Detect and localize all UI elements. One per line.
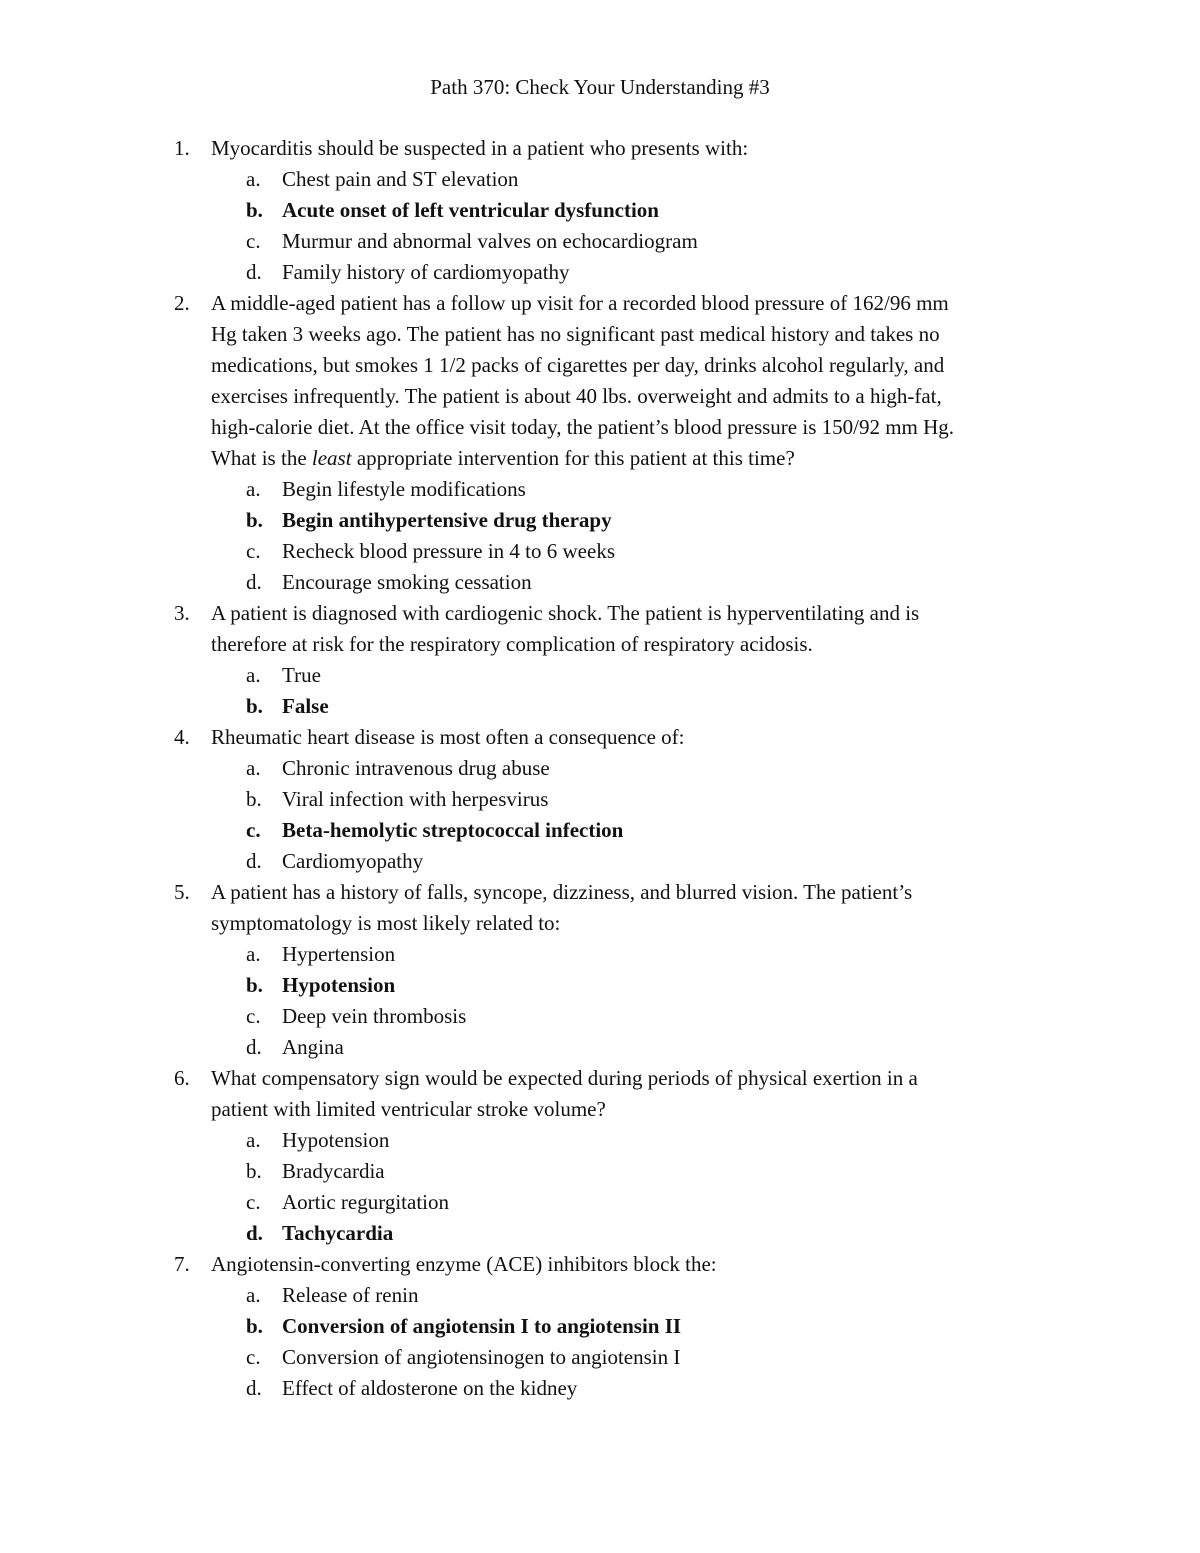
question-stem-line: [0, 133, 1200, 164]
option-letter: d.: [246, 1376, 262, 1400]
question-number: 5.: [174, 880, 190, 904]
option-text: True: [282, 663, 321, 687]
answer-option: [0, 784, 1200, 815]
answer-option: [0, 1125, 1200, 1156]
question-text: patient with limited ventricular stroke volume?: [211, 1097, 606, 1121]
question-stem-line: [0, 598, 1200, 629]
question-2: [0, 288, 1200, 598]
question-text: A patient has a history of falls, syncope, dizziness, and blurred vision. The patient’s: [211, 880, 913, 904]
answer-option: [0, 474, 1200, 505]
option-letter: b.: [246, 508, 263, 532]
option-letter: c.: [246, 1345, 261, 1369]
answer-option: [0, 164, 1200, 195]
question-text-segment: appropriate intervention for this patient at this time?: [351, 446, 795, 470]
answer-option: [0, 1342, 1200, 1373]
answer-option-correct: [0, 970, 1200, 1001]
option-text: Murmur and abnormal valves on echocardiogram: [282, 229, 698, 253]
question-number: 4.: [174, 725, 190, 749]
option-text: False: [282, 694, 329, 718]
question-stem-continuation: [0, 1094, 1200, 1125]
option-text: Tachycardia: [282, 1221, 394, 1245]
option-letter: b.: [246, 787, 262, 811]
answer-option: [0, 660, 1200, 691]
question-stem-line: [0, 288, 1200, 319]
answer-option: [0, 1187, 1200, 1218]
option-letter: a.: [246, 942, 261, 966]
answer-option: [0, 1373, 1200, 1404]
option-letter: c.: [246, 1190, 261, 1214]
option-text: Release of renin: [282, 1283, 419, 1307]
option-text: Family history of cardiomyopathy: [282, 260, 570, 284]
question-text: Hg taken 3 weeks ago. The patient has no significant past medical history and takes no: [211, 322, 940, 346]
question-stem-continuation: [0, 412, 1200, 443]
answer-option-correct: [0, 691, 1200, 722]
answer-option: [0, 536, 1200, 567]
option-letter: c.: [246, 539, 261, 563]
question-stem-continuation: [0, 319, 1200, 350]
question-number: 6.: [174, 1066, 190, 1090]
answer-option: [0, 846, 1200, 877]
answer-option: [0, 257, 1200, 288]
question-text: A middle-aged patient has a follow up visit for a recorded blood pressure of 162/96 mm: [211, 291, 949, 315]
question-6: [0, 1063, 1200, 1249]
option-letter: a.: [246, 477, 261, 501]
question-5: [0, 877, 1200, 1063]
question-4: [0, 722, 1200, 877]
question-number: 7.: [174, 1252, 190, 1276]
answer-option: [0, 939, 1200, 970]
answer-option: [0, 226, 1200, 257]
option-text: Deep vein thrombosis: [282, 1004, 467, 1028]
option-text: Chest pain and ST elevation: [282, 167, 519, 191]
option-letter: d.: [246, 570, 262, 594]
question-1: [0, 133, 1200, 288]
option-letter: a.: [246, 1128, 261, 1152]
question-stem-line: [0, 877, 1200, 908]
answer-option: [0, 567, 1200, 598]
question-stem-line: [0, 1249, 1200, 1280]
question-text: Rheumatic heart disease is most often a consequence of:: [211, 725, 685, 749]
question-text-segment: What is the: [211, 446, 312, 470]
answer-option-correct: [0, 1311, 1200, 1342]
answer-option: [0, 1156, 1200, 1187]
option-text: Bradycardia: [282, 1159, 385, 1183]
page-title: Path 370: Check Your Understanding #3: [430, 75, 770, 99]
question-stem-continuation: [0, 381, 1200, 412]
question-text: exercises infrequently. The patient is about 40 lbs. overweight and admits to a high-fat,: [211, 384, 942, 408]
option-text: Hypotension: [282, 973, 396, 997]
option-text: Begin antihypertensive drug therapy: [282, 508, 612, 532]
option-text: Angina: [282, 1035, 344, 1059]
option-letter: a.: [246, 756, 261, 780]
question-text: symptomatology is most likely related to:: [211, 911, 561, 935]
option-text: Effect of aldosterone on the kidney: [282, 1376, 578, 1400]
question-list: [0, 133, 1200, 1404]
option-text: Cardiomyopathy: [282, 849, 424, 873]
question-text: medications, but smokes 1 1/2 packs of cigarettes per day, drinks alcohol regularly, and: [211, 353, 945, 377]
option-letter: d.: [246, 260, 262, 284]
question-7: [0, 1249, 1200, 1404]
option-text: Conversion of angiotensin I to angiotensin II: [282, 1314, 682, 1338]
question-stem-line: [0, 1063, 1200, 1094]
answer-option-correct: [0, 505, 1200, 536]
option-letter: b.: [246, 1159, 262, 1183]
option-text: Viral infection with herpesvirus: [282, 787, 549, 811]
answer-option-correct: [0, 195, 1200, 226]
question-number: 2.: [174, 291, 190, 315]
option-text: Conversion of angiotensinogen to angiotensin I: [282, 1345, 681, 1369]
emphasized-word: least: [311, 446, 352, 470]
option-letter: b.: [246, 694, 263, 718]
option-letter: a.: [246, 1283, 261, 1307]
option-text: Chronic intravenous drug abuse: [282, 756, 550, 780]
answer-option: [0, 753, 1200, 784]
question-text: Myocarditis should be suspected in a patient who presents with:: [211, 136, 749, 160]
option-letter: c.: [246, 229, 261, 253]
option-letter: b.: [246, 1314, 263, 1338]
answer-option-correct: [0, 815, 1200, 846]
question-text: What compensatory sign would be expected during periods of physical exertion in a: [211, 1066, 918, 1090]
question-text: A patient is diagnosed with cardiogenic shock. The patient is hyperventilating and is: [211, 601, 920, 625]
option-text: Hypotension: [282, 1128, 390, 1152]
answer-option-correct: [0, 1218, 1200, 1249]
answer-option: [0, 1280, 1200, 1311]
option-text: Encourage smoking cessation: [282, 570, 532, 594]
option-text: Recheck blood pressure in 4 to 6 weeks: [282, 539, 615, 563]
option-text: Beta-hemolytic streptococcal infection: [282, 818, 624, 842]
option-letter: c.: [246, 1004, 261, 1028]
question-stem-continuation: [0, 908, 1200, 939]
question-text: Angiotensin-converting enzyme (ACE) inhibitors block the:: [211, 1252, 717, 1276]
answer-option: [0, 1032, 1200, 1063]
question-text: [211, 443, 795, 474]
question-stem-continuation: [0, 350, 1200, 381]
option-text: Aortic regurgitation: [282, 1190, 449, 1214]
option-text: Hypertension: [282, 942, 396, 966]
option-letter: a.: [246, 663, 261, 687]
answer-option: [0, 1001, 1200, 1032]
option-letter: d.: [246, 1035, 262, 1059]
option-text: Begin lifestyle modifications: [282, 477, 526, 501]
question-stem-continuation: [0, 443, 1200, 474]
question-number: 3.: [174, 601, 190, 625]
option-letter: c.: [246, 818, 261, 842]
option-letter: a.: [246, 167, 261, 191]
question-stem-continuation: [0, 629, 1200, 660]
option-letter: b.: [246, 198, 263, 222]
option-letter: d.: [246, 849, 262, 873]
option-letter: d.: [246, 1221, 263, 1245]
option-letter: b.: [246, 973, 263, 997]
question-number: 1.: [174, 136, 190, 160]
question-text: therefore at risk for the respiratory complication of respiratory acidosis.: [211, 632, 813, 656]
option-text: Acute onset of left ventricular dysfunction: [282, 198, 659, 222]
question-stem-line: [0, 722, 1200, 753]
question-3: [0, 598, 1200, 722]
question-text: high-calorie diet. At the office visit today, the patient’s blood pressure is 150/92 mm Hg.: [211, 415, 955, 439]
